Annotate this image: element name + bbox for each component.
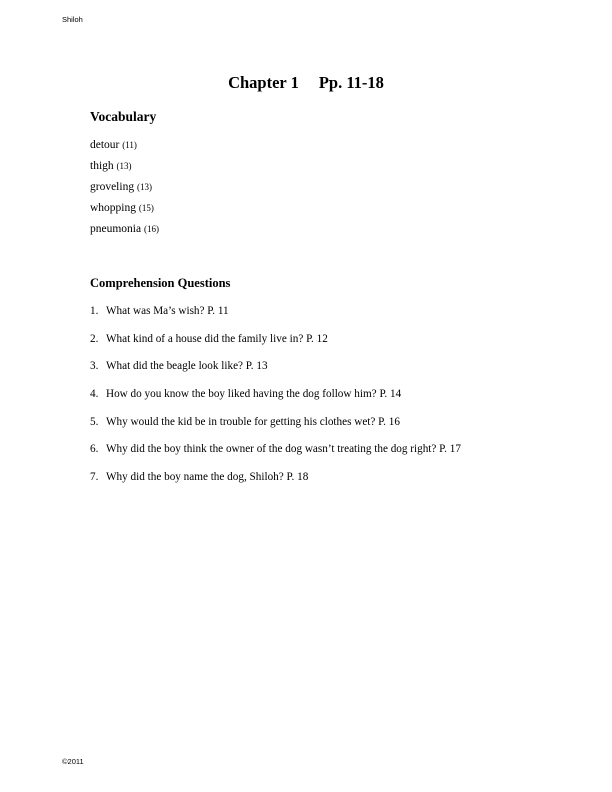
vocab-page: (11) — [122, 140, 137, 150]
vocab-word: whopping — [90, 202, 136, 214]
question-number: 5. — [90, 415, 99, 428]
vocabulary-item — [90, 160, 159, 181]
page-range: Pp. 11-18 — [318, 73, 384, 92]
vocab-word: thigh — [90, 160, 114, 172]
question-text: What did the beagle look like? P. 13 — [106, 360, 268, 373]
comprehension-heading: Comprehension Questions — [90, 276, 231, 290]
question-text: What was Ma’s wish? P. 11 — [106, 305, 229, 317]
vocab-page: (15) — [138, 203, 154, 213]
question-number: 6. — [90, 443, 99, 456]
question-list — [90, 305, 461, 499]
question-text: Why did the boy think the owner of the dog wasn’t treating the dog right? P. 17 — [106, 443, 461, 456]
question-item — [90, 305, 461, 333]
question-text: Why would the kid be in trouble for getting his clothes wet? P. 16 — [106, 415, 400, 428]
vocabulary-list — [90, 139, 159, 244]
vocabulary-item — [90, 202, 159, 223]
vocabulary-item — [90, 139, 159, 160]
vocabulary-item — [90, 181, 159, 202]
question-number: 1. — [90, 305, 99, 317]
vocab-page: (13) — [116, 161, 132, 171]
page-title — [0, 73, 612, 93]
vocab-word: pneumonia — [90, 223, 142, 235]
question-number: 7. — [90, 471, 99, 484]
question-item — [90, 388, 461, 416]
question-text: How do you know the boy liked having the dog follow him? P. 14 — [106, 388, 402, 401]
vocabulary-item — [90, 223, 159, 244]
question-number: 3. — [90, 360, 99, 373]
chapter-label: Chapter 1 — [228, 73, 299, 92]
running-header: Shiloh — [62, 15, 83, 24]
question-item — [90, 416, 461, 444]
question-item — [90, 443, 461, 471]
vocab-word: groveling — [90, 181, 135, 193]
question-item — [90, 471, 461, 499]
copyright-footer: ©2011 — [62, 757, 84, 766]
vocab-page: (16) — [143, 224, 159, 234]
vocab-page: (13) — [136, 182, 152, 192]
question-item — [90, 360, 461, 388]
question-number: 4. — [90, 388, 99, 401]
vocab-word: detour — [90, 139, 120, 151]
question-text: Why did the boy name the dog, Shiloh? P. 18 — [106, 471, 309, 484]
vocabulary-heading: Vocabulary — [90, 109, 157, 124]
question-text: What kind of a house did the family live in? P. 12 — [106, 332, 328, 345]
question-number: 2. — [90, 332, 99, 345]
question-item — [90, 333, 461, 361]
